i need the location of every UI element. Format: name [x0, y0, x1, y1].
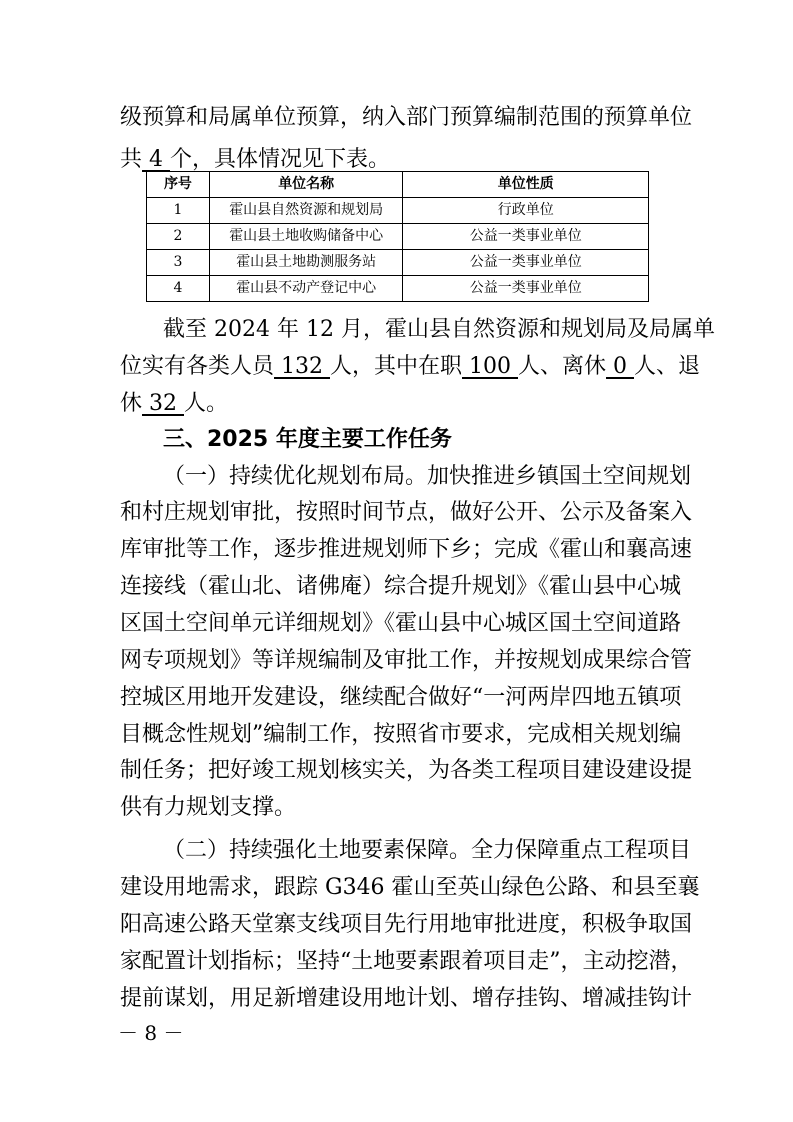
para-one-line: 库审批等工作，逐步推进规划师下乡；完成《霍山和襄高速: [120, 537, 693, 562]
para-one-line: 制任务；把好竣工规划核实关，为各类工程项目建设建设提: [120, 758, 693, 783]
staff-text: 人、退: [634, 354, 701, 379]
intro-prefix: 共: [120, 147, 143, 172]
total-staff: 132: [274, 354, 330, 379]
intro-suffix: 个，具体情况见下表。: [170, 147, 391, 172]
section-heading: 三、2025 年度主要工作任务: [163, 427, 452, 452]
staff-line-3: [120, 387, 680, 421]
cell-unit-name: 霍山县不动产登记中心: [209, 276, 403, 302]
page-number: － 8 －: [118, 1021, 184, 1045]
para-two-line: （二）持续强化土地要素保障。全力保障重点工程项目: [163, 838, 692, 863]
para-two-line: 阳高速公路天堂寨支线项目先行用地审批进度，积极争取国: [120, 912, 693, 937]
para-two-line: 建设用地需求，跟踪 G346 霍山至英山绿色公路、和县至襄: [120, 875, 700, 900]
table-row: [147, 198, 649, 224]
cell-unit-name: 霍山县土地收购储备中心: [209, 224, 403, 250]
para-one-line: 供有力规划支撑。: [120, 795, 297, 820]
cell-index: 3: [147, 250, 210, 276]
active-staff: 100: [462, 354, 518, 379]
para-one-line: 和村庄规划审批，按照时间节点，做好公开、公示及备案入: [120, 500, 693, 525]
retired-staff: 32: [142, 391, 184, 416]
para-two-line: 家配置计划指标；坚持“土地要素跟着项目走”，主动挖潜，: [120, 949, 693, 974]
header-unit-name: 单位名称: [209, 172, 403, 198]
table-header-row: [147, 172, 649, 198]
unit-count: 4: [142, 147, 170, 172]
para-one-line: 目概念性规划”编制工作，按照省市要求，完成相关规划编: [120, 722, 682, 747]
para-one-line: 区国土空间单元详细规划》《霍山县中心城区国土空间道路: [120, 611, 682, 636]
staff-text: 人。: [184, 391, 229, 416]
table-row: [147, 250, 649, 276]
para-one-line: 网专项规划》等详规编制及审批工作，并按规划成果综合管: [120, 648, 693, 673]
para-one-line: （一）持续优化规划布局。加快推进乡镇国土空间规划: [163, 464, 692, 489]
header-index: 序号: [147, 172, 210, 198]
table-row: [147, 276, 649, 302]
cell-unit-type: 行政单位: [403, 198, 649, 224]
para-one-line: 控城区用地开发建设，继续配合做好“一河两岸四地五镇项: [120, 685, 682, 710]
cell-index: 4: [147, 276, 210, 302]
cell-unit-type: 公益一类事业单位: [403, 224, 649, 250]
para-one-line: 连接线（霍山北、诸佛庵）综合提升规划》《霍山县中心城: [120, 574, 682, 599]
staff-text: 位实有各类人员: [120, 354, 275, 379]
staff-line-1: 截至 2024 年 12 月，霍山县自然资源和规划局及局属单: [163, 317, 715, 342]
header-unit-type: 单位性质: [403, 172, 649, 198]
staff-line-2: [120, 350, 701, 384]
cell-index: 2: [147, 224, 210, 250]
table-row: [147, 224, 649, 250]
cell-unit-name: 霍山县土地勘测服务站: [209, 250, 403, 276]
cell-unit-name: 霍山县自然资源和规划局: [209, 198, 403, 224]
cell-unit-type: 公益一类事业单位: [403, 276, 649, 302]
staff-text: 休: [120, 391, 143, 416]
cell-unit-type: 公益一类事业单位: [403, 250, 649, 276]
staff-text: 人、离休: [518, 354, 607, 379]
staff-text: 人，其中在职: [330, 354, 463, 379]
para-two-line: 提前谋划，用足新增建设用地计划、增存挂钩、增减挂钩计: [120, 986, 693, 1011]
units-table: [146, 171, 649, 302]
intro-line-1: 级预算和局属单位预算，纳入部门预算编制范围的预算单位: [120, 105, 693, 130]
on-leave-staff: 0: [606, 354, 634, 379]
cell-index: 1: [147, 198, 210, 224]
